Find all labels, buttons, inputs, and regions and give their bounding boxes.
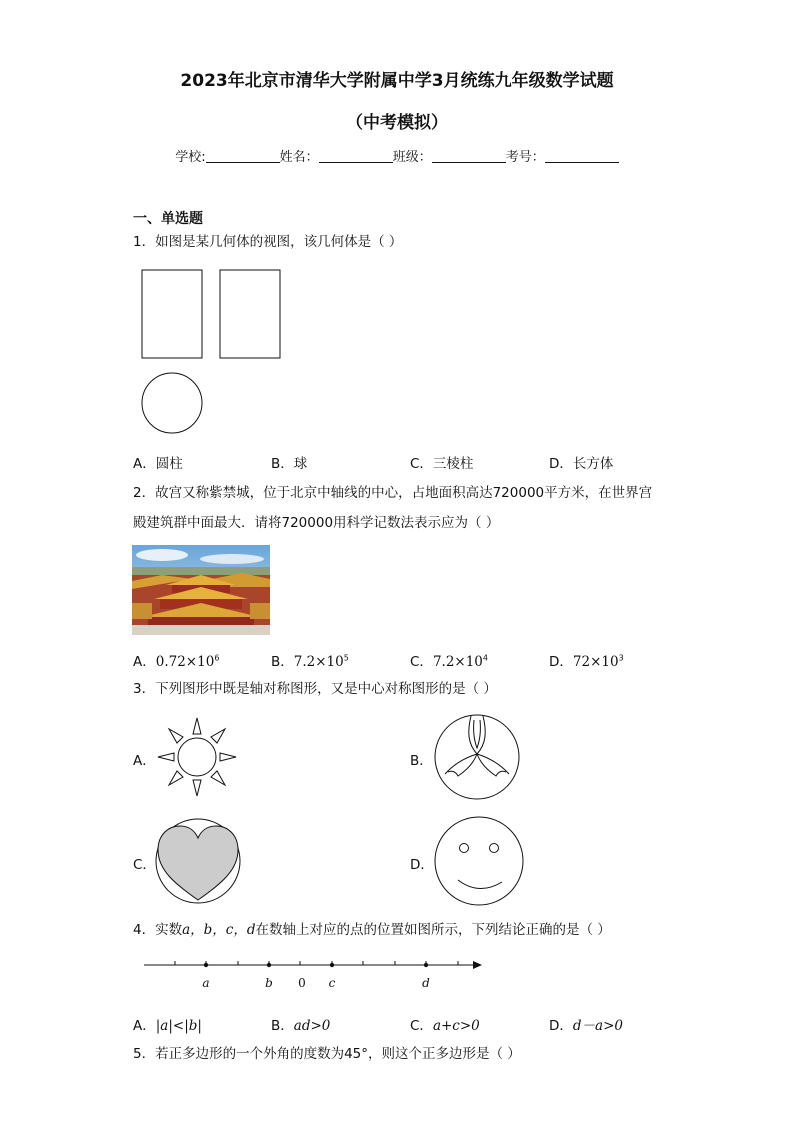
q2-option-a-label: A． <box>133 654 156 670</box>
exam-number-label: 考号： <box>505 150 545 165</box>
q4-option-c-label: C． <box>410 1018 433 1034</box>
q4-option-b-label: B． <box>271 1018 294 1034</box>
q3-option-b-label[interactable]: B． <box>410 753 433 769</box>
class-blank[interactable] <box>432 150 506 163</box>
q4-option-a-label: A． <box>133 1018 156 1034</box>
q4-text-prefix: 4．实数 <box>133 922 183 938</box>
point-b <box>267 963 271 967</box>
q3-option-c-heart-figure[interactable] <box>155 818 241 904</box>
q2-option-b-base: 7.2×10 <box>293 654 344 670</box>
page-subtitle: （中考模拟） <box>346 113 448 133</box>
side-view-rectangle <box>220 270 280 358</box>
question-3-text: 3．下列图形中既是轴对称图形，又是中心对称图形的是（ ） <box>133 681 497 697</box>
q2-option-d[interactable] <box>549 650 624 670</box>
q2-option-a-exponent: 6 <box>214 653 220 663</box>
q1-option-a[interactable]: A．圆柱 <box>133 456 183 472</box>
q2-option-a[interactable] <box>133 650 219 670</box>
q2-option-b-exponent: 5 <box>343 653 349 663</box>
point-d <box>424 963 428 967</box>
q1-option-c[interactable]: C．三棱柱 <box>410 456 474 472</box>
name-label: 姓名： <box>279 150 319 165</box>
q4-option-c[interactable] <box>410 1014 480 1034</box>
q2-option-d-base: 72×10 <box>572 654 619 670</box>
axis-label-c: c <box>328 976 336 990</box>
q2-option-b[interactable] <box>271 650 349 670</box>
q4-option-c-expr: a+c>0 <box>432 1018 480 1034</box>
forbidden-city-photo <box>132 545 270 635</box>
question-4-text <box>133 920 611 940</box>
q3-option-d-smiley-figure[interactable] <box>434 816 524 906</box>
page-title: 2023年北京市清华大学附属中学3月统练九年级数学试题 <box>180 71 614 91</box>
q2-option-d-label: D． <box>549 654 573 670</box>
q2-option-c[interactable] <box>410 650 488 670</box>
number-line <box>140 950 485 995</box>
q3-option-d-label[interactable]: D． <box>410 857 434 873</box>
q4-variables: a，b，c，d <box>182 922 256 938</box>
question-2-line-1: 2．故宫又称紫禁城，位于北京中轴线的中心，占地面积高达720000平方米，在世界宫 <box>133 485 653 501</box>
class-label: 班级： <box>392 150 432 165</box>
q4-option-a[interactable] <box>133 1014 202 1034</box>
school-label: 学校: <box>175 150 206 165</box>
q3-option-c-label[interactable]: C． <box>133 857 156 873</box>
q2-option-b-label: B． <box>271 654 294 670</box>
question-1-three-views <box>138 266 288 436</box>
axis-label-b: b <box>265 976 273 990</box>
q4-option-d-label: D． <box>549 1018 573 1034</box>
school-blank[interactable] <box>206 150 280 163</box>
student-info-line <box>0 146 794 165</box>
axis-label-d: d <box>422 976 430 990</box>
axis-arrow <box>473 961 482 969</box>
exam-number-blank[interactable] <box>545 150 619 163</box>
q2-option-c-exponent: 4 <box>482 653 488 663</box>
q1-option-b[interactable]: B．球 <box>271 456 308 472</box>
q3-option-b-three-petal-figure[interactable] <box>434 714 520 800</box>
q2-option-a-base: 0.72×10 <box>155 654 215 670</box>
q4-text-suffix: 在数轴上对应的点的位置如图所示，下列结论正确的是（ ） <box>255 922 611 938</box>
q2-option-c-base: 7.2×10 <box>432 654 483 670</box>
q3-option-a-sun-figure[interactable] <box>156 716 238 800</box>
q2-option-c-label: C． <box>410 654 433 670</box>
q4-option-b[interactable] <box>271 1014 330 1034</box>
q2-option-d-exponent: 3 <box>618 653 624 663</box>
q4-option-a-expr: |a|<|b| <box>155 1018 202 1034</box>
section-title: 一、单选题 <box>133 211 203 227</box>
q4-option-b-expr: ad>0 <box>293 1018 331 1034</box>
axis-label-zero: 0 <box>298 976 306 990</box>
front-view-rectangle <box>142 270 202 358</box>
q1-option-d[interactable]: D．长方体 <box>549 456 614 472</box>
q4-option-d[interactable] <box>549 1014 623 1034</box>
q4-option-d-expr: d－a>0 <box>572 1018 623 1034</box>
point-c <box>330 963 334 967</box>
axis-label-a: a <box>202 976 210 990</box>
question-1-text: 1．如图是某几何体的视图，该几何体是（ ） <box>133 234 403 250</box>
name-blank[interactable] <box>319 150 393 163</box>
question-5-text: 5．若正多边形的一个外角的度数为45°，则这个正多边形是（ ） <box>133 1046 521 1062</box>
question-2-line-2: 殿建筑群中面最大．请将720000用科学记数法表示应为（ ） <box>133 515 500 531</box>
q3-option-a-label[interactable]: A． <box>133 753 156 769</box>
top-view-circle <box>142 373 202 433</box>
point-a <box>204 963 208 967</box>
